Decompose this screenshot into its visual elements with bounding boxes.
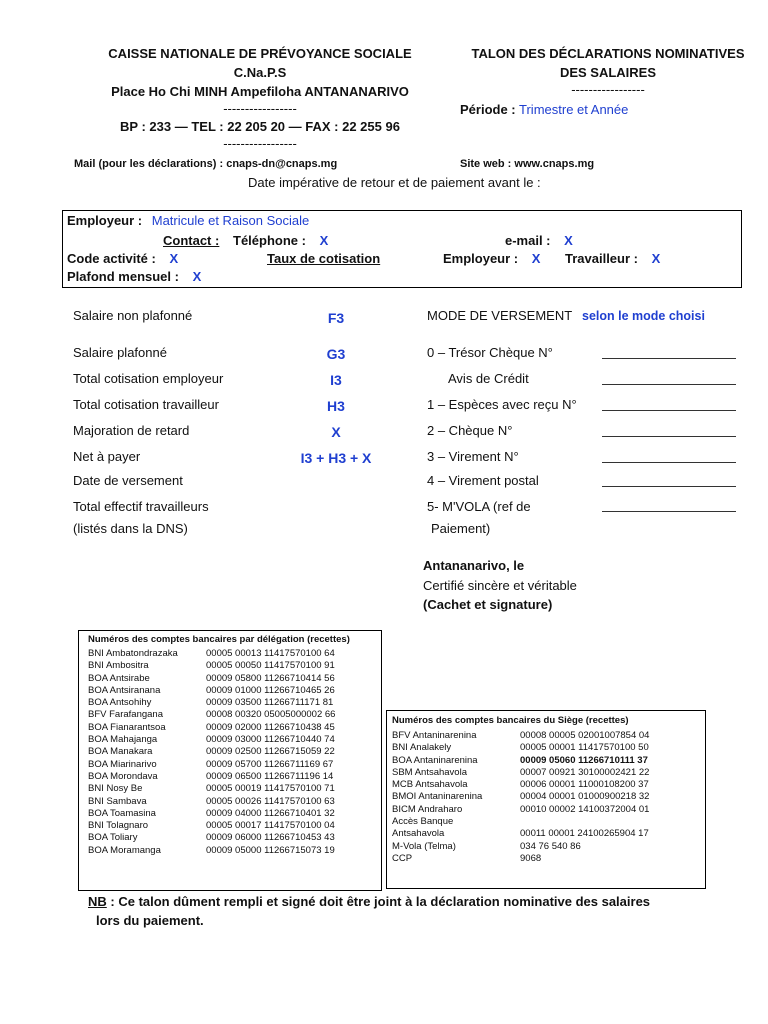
note-line-1	[88, 892, 650, 911]
plafond-label: Plafond mensuel :	[67, 269, 179, 284]
row-value: I3	[330, 372, 342, 388]
code-activite-value: X	[169, 251, 179, 266]
row-value: H3	[327, 398, 345, 414]
account-number: 00009 04000 11266710401 32	[206, 807, 335, 819]
bank-name: BOA Manakara	[88, 746, 153, 758]
mode-item: Paiement)	[431, 521, 491, 536]
account-row	[88, 820, 335, 832]
employer-box	[62, 210, 742, 288]
row-value: I3 + H3 + X	[300, 450, 372, 466]
account-number: 00005 00026 11417570100 63	[206, 795, 335, 807]
row-label: Total effectif travailleurs	[73, 499, 209, 514]
plafond-line	[67, 269, 201, 284]
signature-stamp: (Cachet et signature)	[423, 597, 553, 612]
account-number: 00009 02500 11266715059 22	[206, 746, 335, 758]
bank-name: MCB Antsahavola	[392, 779, 468, 791]
account-row	[88, 734, 335, 746]
delegation-accounts-box	[78, 630, 382, 891]
account-row	[392, 767, 649, 779]
account-row	[392, 804, 649, 816]
account-number: 00009 05060 11266710111 37	[520, 754, 648, 766]
fill-line[interactable]	[602, 462, 736, 463]
account-row	[392, 841, 649, 853]
bank-name: BOA Antsiranana	[88, 684, 161, 696]
account-row	[88, 832, 335, 844]
taux-travailleur-label: Travailleur :	[565, 251, 638, 266]
mode-item: Avis de Crédit	[448, 371, 529, 386]
bank-name: M-Vola (Telma)	[392, 840, 456, 852]
org-abbr: C.Na.P.S	[233, 65, 287, 80]
account-number: 00009 05000 11266715073 19	[206, 844, 335, 856]
periode-line	[460, 102, 628, 117]
fill-line[interactable]	[602, 358, 736, 359]
bank-name: BNI Ambositra	[88, 660, 149, 672]
account-number: 9068	[520, 852, 542, 864]
taux-employeur-value: X	[531, 251, 541, 266]
mode-value: selon le mode choisi	[582, 309, 705, 323]
bank-name: Antsahavola	[392, 828, 445, 840]
signature-certified: Certifié sincère et véritable	[423, 578, 577, 593]
bank-name: BNI Nosy Be	[88, 783, 143, 795]
deadline-line: Date impérative de retour et de paiement avant le :	[248, 175, 541, 190]
row-label: (listés dans la DNS)	[73, 521, 188, 536]
mode-item: 3 – Virement N°	[427, 449, 519, 464]
account-row	[392, 828, 649, 840]
fill-line[interactable]	[602, 384, 736, 385]
separator: -----------------	[223, 136, 297, 151]
bank-name: BOA Antaninarenina	[392, 754, 478, 766]
form-title-2: DES SALAIRES	[559, 65, 657, 80]
mode-item: 4 – Virement postal	[427, 473, 539, 488]
taux-label: Taux de cotisation	[267, 251, 381, 266]
account-row	[392, 755, 649, 767]
taux-travailleur-value: X	[651, 251, 661, 266]
employeur-line	[67, 213, 309, 228]
account-row	[88, 759, 335, 771]
telephone-line	[233, 233, 328, 248]
siege-accounts-box	[386, 710, 706, 889]
telephone-label: Téléphone :	[233, 233, 306, 248]
fill-line[interactable]	[602, 511, 736, 512]
row-value: F3	[327, 310, 345, 326]
delegation-accounts-list	[88, 648, 335, 857]
account-row	[392, 853, 649, 865]
account-number: 00009 01000 11266710465 26	[206, 684, 335, 696]
mode-item: 0 – Trésor Chèque N°	[427, 345, 553, 360]
fill-line[interactable]	[602, 486, 736, 487]
mode-label: MODE DE VERSEMENT	[427, 308, 573, 323]
bank-name: BNI Ambatondrazaka	[88, 648, 178, 659]
account-number: 00005 00017 11417570100 04	[206, 820, 335, 832]
taux-employeur-line	[443, 251, 540, 266]
account-row	[88, 722, 335, 734]
account-number: 00010 00002 14100372004 01	[520, 803, 650, 815]
note-nb: NB	[88, 894, 107, 909]
account-number: 034 76 540 86	[520, 840, 581, 852]
signature-place: Antananarivo, le	[423, 558, 525, 573]
employeur-label: Employeur :	[67, 213, 143, 228]
bank-name: BFV Antaninarenina	[392, 730, 477, 741]
header-left	[60, 44, 460, 150]
website-line: Site web : www.cnaps.mg	[460, 158, 595, 170]
account-row	[392, 779, 649, 791]
form-title-1: TALON DES DÉCLARATIONS NOMINATIVES	[471, 46, 745, 61]
account-number: 00009 05800 11266710414 56	[206, 672, 335, 684]
bank-name: BOA Fianarantsoa	[88, 721, 166, 733]
row-label: Total cotisation employeur	[73, 371, 224, 386]
note	[88, 892, 650, 930]
row-label: Net à payer	[73, 449, 141, 464]
code-activite-line	[67, 251, 178, 266]
account-row	[88, 808, 335, 820]
bank-name: BNI Sambava	[88, 795, 147, 807]
account-row	[392, 816, 649, 828]
bank-name: BFV Farafangana	[88, 709, 163, 721]
account-row	[392, 742, 649, 754]
org-contacts: BP : 233 — TEL : 22 205 20 — FAX : 22 255 96	[120, 119, 400, 134]
account-number: 00004 00001 01000900218 32	[520, 791, 650, 803]
account-row	[88, 648, 335, 660]
taux-travailleur-line	[565, 251, 660, 266]
email-value: X	[564, 233, 573, 248]
siege-accounts-list	[392, 730, 649, 865]
bank-name: Accès Banque	[392, 816, 454, 828]
bank-name: BOA Morondava	[88, 770, 158, 782]
account-row	[88, 685, 335, 697]
account-number: 00007 00921 30100002421 22	[520, 766, 650, 778]
email-line	[505, 233, 573, 248]
account-row	[88, 796, 335, 808]
account-row	[88, 845, 335, 857]
bank-name: BNI Analakely	[392, 742, 452, 754]
account-number: 00005 00050 11417570100 91	[206, 660, 335, 672]
account-row	[88, 660, 335, 672]
siege-accounts-title: Numéros des comptes bancaires du Siège (recettes)	[392, 715, 629, 726]
row-label: Salaire non plafonné	[73, 308, 193, 323]
account-row	[88, 673, 335, 685]
periode-value: Trimestre et Année	[519, 102, 629, 117]
account-number: 00009 03000 11266710440 74	[206, 734, 335, 746]
bank-name: BOA Toamasina	[88, 807, 156, 819]
delegation-accounts-title: Numéros des comptes bancaires par délégation (recettes)	[88, 634, 350, 645]
bank-name: CCP	[392, 852, 413, 864]
header-right	[448, 44, 768, 97]
account-number: 00005 00019 11417570100 71	[206, 783, 335, 795]
account-number: 00008 00005 02001007854 04	[520, 730, 650, 741]
bank-name: BOA Mahajanga	[88, 734, 158, 746]
email-label: e-mail :	[505, 233, 551, 248]
account-number: 00008 00320 05005000002 66	[206, 709, 336, 721]
row-label: Salaire plafonné	[73, 345, 167, 360]
bank-name: BOA Toliary	[88, 832, 138, 844]
org-address: Place Ho Chi MINH Ampefiloha ANTANANARIVO	[111, 84, 409, 99]
separator: -----------------	[571, 82, 645, 97]
account-number: 00009 06500 11266711196 14	[206, 770, 334, 782]
account-row	[392, 730, 649, 742]
account-row	[88, 783, 335, 795]
account-number: 00009 06000 11266710453 43	[206, 832, 335, 844]
mail-line: Mail (pour les déclarations) : cnaps-dn@cnaps.mg	[74, 158, 338, 170]
bank-name: BOA Antsirabe	[88, 672, 150, 684]
account-number: 00005 00001 11417570100 50	[520, 742, 649, 754]
plafond-value: X	[192, 269, 202, 284]
org-name: CAISSE NATIONALE DE PRÉVOYANCE SOCIALE	[108, 46, 412, 61]
row-label: Total cotisation travailleur	[73, 397, 219, 412]
bank-name: BMOI Antaninarenina	[392, 791, 483, 803]
code-activite-label: Code activité :	[67, 251, 156, 266]
bank-name: SBM Antsahavola	[392, 766, 467, 778]
fill-line[interactable]	[602, 410, 736, 411]
row-value: X	[331, 424, 341, 440]
account-row	[88, 771, 335, 783]
account-row	[392, 791, 649, 803]
bank-name: BOA Antsohihy	[88, 697, 152, 709]
mode-item: 1 – Espèces avec reçu N°	[427, 397, 577, 412]
employeur-value: Matricule et Raison Sociale	[151, 213, 310, 228]
account-number: 00011 00001 24100265904 17	[520, 828, 649, 840]
bank-name: BOA Miarinarivo	[88, 758, 157, 770]
bank-name: BICM Andraharo	[392, 803, 463, 815]
separator: -----------------	[223, 101, 297, 116]
account-number: 00005 00013 11417570100 64	[206, 648, 335, 659]
taux-employeur-label: Employeur :	[443, 251, 519, 266]
account-row	[88, 746, 335, 758]
account-row	[88, 697, 335, 709]
periode-label: Période :	[460, 102, 516, 117]
row-label: Date de versement	[73, 473, 183, 488]
mode-item: 2 – Chèque N°	[427, 423, 513, 438]
note-text-1: : Ce talon dûment rempli et signé doit être joint à la déclaration nominative des salaires	[106, 894, 651, 909]
note-text-2: lors du paiement.	[96, 913, 204, 928]
account-number: 00009 05700 11266711169 67	[206, 758, 334, 770]
contact-label: Contact :	[163, 233, 220, 248]
telephone-value: X	[319, 233, 329, 248]
account-number: 00009 03500 11266711171 81	[206, 697, 334, 709]
bank-name: BOA Moramanga	[88, 844, 161, 856]
mode-item: 5- M'VOLA (ref de	[427, 499, 531, 514]
account-row	[88, 709, 335, 721]
fill-line[interactable]	[602, 436, 736, 437]
account-number: 00006 00001 11000108200 37	[520, 779, 649, 791]
account-number: 00009 02000 11266710438 45	[206, 721, 335, 733]
row-value: G3	[326, 346, 346, 362]
bank-name: BNI Tolagnaro	[88, 820, 149, 832]
row-label: Majoration de retard	[73, 423, 190, 438]
note-line-2	[88, 911, 650, 930]
